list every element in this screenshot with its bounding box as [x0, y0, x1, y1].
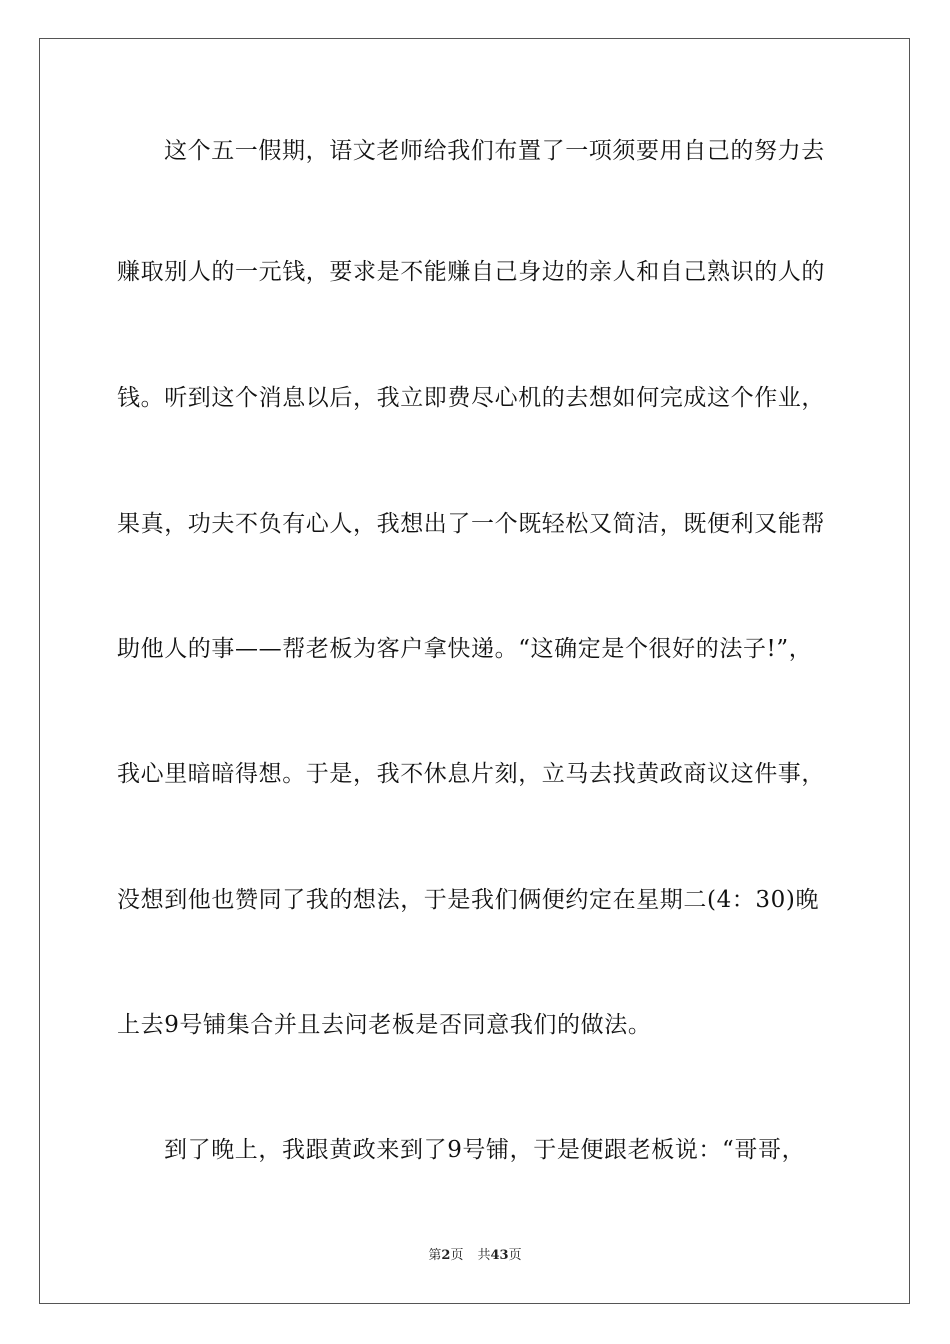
page-prefix: 第	[428, 1248, 442, 1263]
page-border	[39, 38, 910, 1304]
page-footer	[0, 1247, 950, 1265]
paragraph-1-line-8: 上去9号铺集合并且去问老板是否同意我们的做法。	[117, 1012, 652, 1038]
paragraph-1-line-6: 我心里暗暗得想。于是，我不休息片刻，立马去找黄政商议这件事，	[117, 761, 825, 787]
paragraph-1-line-1: 这个五一假期，语文老师给我们布置了一项须要用自己的努力去	[164, 138, 825, 164]
total-prefix: 共	[477, 1248, 491, 1263]
page-number: 2	[441, 1248, 451, 1263]
paragraph-2-line-1: 到了晚上，我跟黄政来到了9号铺，于是便跟老板说：“哥哥，	[164, 1137, 806, 1163]
paragraph-1-line-7: 没想到他也赞同了我的想法，于是我们俩便约定在星期二(4：30)晚	[117, 887, 820, 913]
paragraph-1-line-5: 助他人的事——帮老板为客户拿快递。“这确定是个很好的法子!”，	[117, 636, 813, 662]
page-suffix: 页	[450, 1248, 464, 1263]
paragraph-1-line-3: 钱。听到这个消息以后，我立即费尽心机的去想如何完成这个作业，	[117, 385, 825, 411]
total-pages: 43	[490, 1248, 509, 1263]
paragraph-1-line-4: 果真，功夫不负有心人，我想出了一个既轻松又简洁，既便利又能帮	[117, 511, 825, 537]
paragraph-1-line-2: 赚取别人的一元钱，要求是不能赚自己身边的亲人和自己熟识的人的	[117, 259, 825, 285]
total-suffix: 页	[508, 1248, 522, 1263]
